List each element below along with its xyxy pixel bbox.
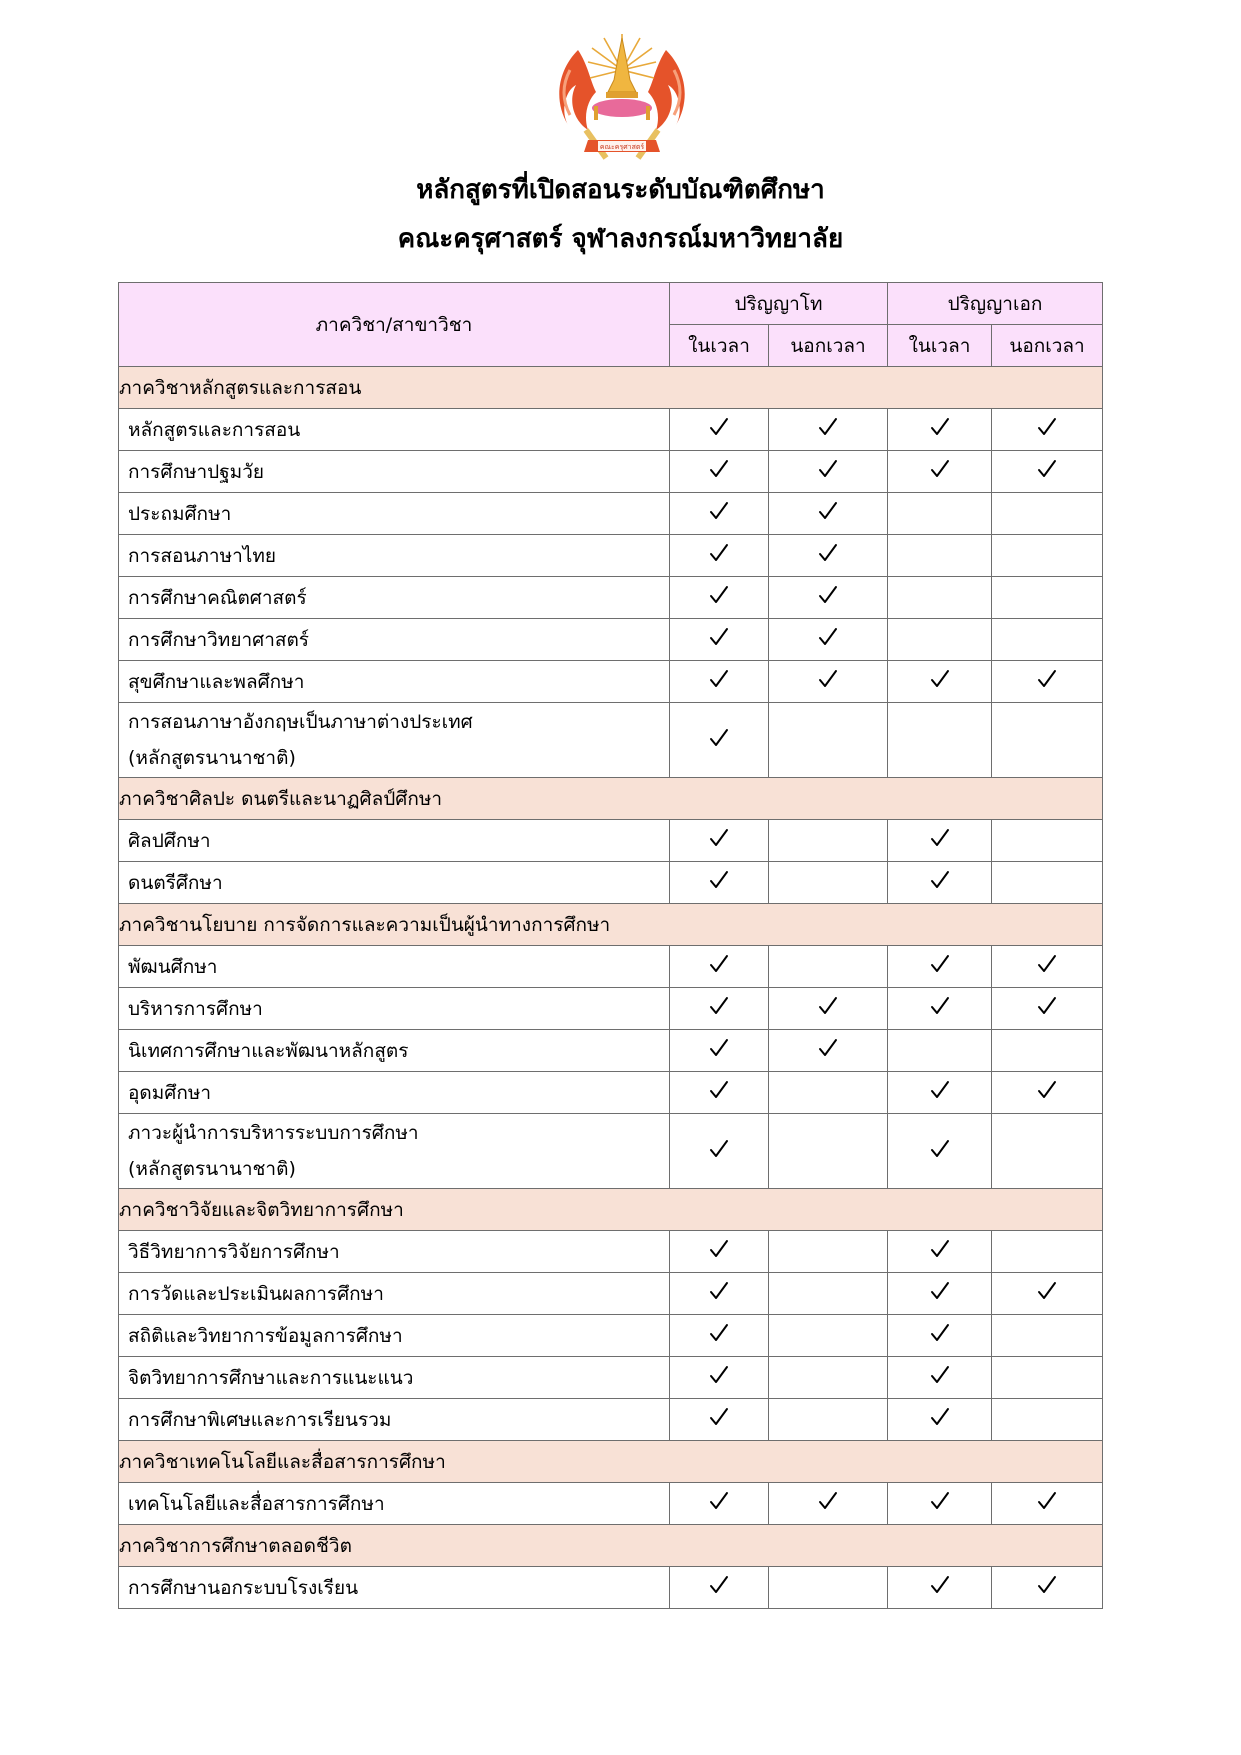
checkmark-icon [708, 500, 730, 522]
availability-cell [670, 946, 769, 988]
availability-cell [769, 1357, 888, 1399]
checkmark-icon [708, 1406, 730, 1428]
checkmark-icon [817, 500, 839, 522]
availability-cell [670, 820, 769, 862]
program-row [119, 1399, 1103, 1441]
availability-cell [670, 1399, 769, 1441]
program-name-line: การศึกษานอกระบบโรงเรียน [128, 1576, 359, 1599]
availability-cell [888, 451, 992, 493]
page-title: หลักสูตรที่เปิดสอนระดับบัณฑิตศึกษา [416, 175, 825, 205]
program-name-line: ประถมศึกษา [128, 502, 232, 525]
availability-cell [769, 1114, 888, 1189]
checkmark-icon [929, 416, 951, 438]
availability-cell [888, 1399, 992, 1441]
program-name-line: นิเทศการศึกษาและพัฒนาหลักสูตร [128, 1039, 409, 1062]
availability-cell [769, 1399, 888, 1441]
checkmark-icon [1036, 1280, 1058, 1302]
checkmark-icon [708, 1037, 730, 1059]
checkmark-icon [929, 827, 951, 849]
column-header-doctoral-special: นอกเวลา [992, 325, 1103, 367]
program-name-line: การศึกษาพิเศษและการเรียนรวม [128, 1408, 392, 1431]
program-name [119, 1357, 670, 1399]
program-name-line: การสอนภาษาไทย [128, 544, 276, 567]
program-name [119, 409, 670, 451]
availability-cell [670, 1567, 769, 1609]
availability-cell [888, 535, 992, 577]
program-name [119, 1231, 670, 1273]
checkmark-icon [1036, 953, 1058, 975]
checkmark-icon [708, 458, 730, 480]
checkmark-icon [1036, 1574, 1058, 1596]
checkmark-icon [1036, 416, 1058, 438]
availability-cell [992, 703, 1103, 778]
program-name-line: การศึกษาปฐมวัย [128, 460, 265, 483]
checkmark-icon [929, 1238, 951, 1260]
availability-cell [670, 1030, 769, 1072]
program-row [119, 493, 1103, 535]
column-header-doctoral: ปริญญาเอก [888, 283, 1103, 325]
availability-cell [670, 703, 769, 778]
department-name: ภาควิชาเทคโนโลยีและสื่อสารการศึกษา [119, 1441, 1103, 1483]
department-name: ภาควิชาวิจัยและจิตวิทยาการศึกษา [119, 1189, 1103, 1231]
availability-cell [888, 988, 992, 1030]
column-header-doctoral-regular: ในเวลา [888, 325, 992, 367]
availability-cell [888, 946, 992, 988]
program-name [119, 946, 670, 988]
checkmark-icon [929, 1406, 951, 1428]
checkmark-icon [1036, 1079, 1058, 1101]
availability-cell [670, 1483, 769, 1525]
department-name: ภาควิชาศิลปะ ดนตรีและนาฏศิลป์ศึกษา [119, 778, 1103, 820]
checkmark-icon [708, 995, 730, 1017]
availability-cell [992, 820, 1103, 862]
availability-cell [769, 661, 888, 703]
checkmark-icon [708, 869, 730, 891]
department-name: ภาควิชาหลักสูตรและการสอน [119, 367, 1103, 409]
availability-cell [670, 493, 769, 535]
availability-cell [888, 703, 992, 778]
checkmark-icon [817, 458, 839, 480]
column-header-masters: ปริญญาโท [670, 283, 888, 325]
program-name-line: (หลักสูตรนานาชาติ) [128, 1158, 296, 1180]
checkmark-icon [708, 584, 730, 606]
program-row [119, 703, 1103, 778]
program-name [119, 535, 670, 577]
availability-cell [992, 619, 1103, 661]
program-name-line: เทคโนโลยีและสื่อสารการศึกษา [128, 1492, 385, 1515]
program-row [119, 451, 1103, 493]
program-row [119, 1357, 1103, 1399]
availability-cell [888, 661, 992, 703]
checkmark-icon [929, 1322, 951, 1344]
program-name [119, 451, 670, 493]
availability-cell [992, 493, 1103, 535]
program-row [119, 1072, 1103, 1114]
availability-cell [769, 577, 888, 619]
checkmark-icon [708, 1574, 730, 1596]
department-name: ภาควิชานโยบาย การจัดการและความเป็นผู้นำทางการศึกษา [119, 904, 1103, 946]
availability-cell [992, 1030, 1103, 1072]
checkmark-icon [929, 1364, 951, 1386]
checkmark-icon [817, 584, 839, 606]
availability-cell [992, 451, 1103, 493]
availability-cell [888, 1273, 992, 1315]
program-row [119, 535, 1103, 577]
checkmark-icon [708, 416, 730, 438]
availability-cell [992, 946, 1103, 988]
availability-cell [888, 409, 992, 451]
program-row [119, 988, 1103, 1030]
checkmark-icon [708, 953, 730, 975]
program-name-line: การศึกษาวิทยาศาสตร์ [128, 628, 310, 651]
availability-cell [992, 1273, 1103, 1315]
availability-cell [769, 1567, 888, 1609]
department-row [119, 1441, 1103, 1483]
availability-cell [670, 1231, 769, 1273]
checkmark-icon [708, 1490, 730, 1512]
program-name-line: การสอนภาษาอังกฤษเป็นภาษาต่างประเทศ [128, 711, 473, 733]
availability-cell [769, 703, 888, 778]
availability-cell [769, 1231, 888, 1273]
page-subtitle: คณะครุศาสตร์ จุฬาลงกรณ์มหาวิทยาลัย [397, 224, 844, 254]
checkmark-icon [929, 668, 951, 690]
availability-cell [992, 1114, 1103, 1189]
availability-cell [992, 1567, 1103, 1609]
program-name-line: การศึกษาคณิตศาสตร์ [128, 586, 307, 609]
checkmark-icon [817, 995, 839, 1017]
checkmark-icon [929, 1138, 951, 1160]
availability-cell [769, 493, 888, 535]
program-name [119, 619, 670, 661]
program-row [119, 1567, 1103, 1609]
availability-cell [992, 577, 1103, 619]
program-name [119, 1030, 670, 1072]
program-row [119, 1030, 1103, 1072]
program-name [119, 1273, 670, 1315]
availability-cell [769, 1315, 888, 1357]
availability-cell [992, 1357, 1103, 1399]
program-name-line: (หลักสูตรนานาชาติ) [128, 747, 296, 769]
checkmark-icon [817, 542, 839, 564]
department-row [119, 1525, 1103, 1567]
availability-cell [670, 409, 769, 451]
department-row [119, 367, 1103, 409]
availability-cell [670, 451, 769, 493]
availability-cell [888, 1072, 992, 1114]
column-header-department: ภาควิชา/สาขาวิชา [119, 283, 670, 367]
checkmark-icon [708, 542, 730, 564]
availability-cell [888, 1030, 992, 1072]
checkmark-icon [708, 1138, 730, 1160]
column-header-masters-regular: ในเวลา [670, 325, 769, 367]
availability-cell [992, 535, 1103, 577]
program-row [119, 820, 1103, 862]
checkmark-icon [817, 626, 839, 648]
program-name-line: สุขศึกษาและพลศึกษา [128, 670, 305, 693]
checkmark-icon [708, 827, 730, 849]
department-row [119, 904, 1103, 946]
checkmark-icon [708, 1322, 730, 1344]
availability-cell [888, 1315, 992, 1357]
availability-cell [670, 988, 769, 1030]
checkmark-icon [1036, 1490, 1058, 1512]
availability-cell [992, 661, 1103, 703]
program-name [119, 1483, 670, 1525]
availability-cell [769, 619, 888, 661]
availability-cell [992, 1315, 1103, 1357]
department-row [119, 778, 1103, 820]
programs-table [118, 282, 1103, 1609]
checkmark-icon [929, 1280, 951, 1302]
checkmark-icon [708, 1079, 730, 1101]
availability-cell [992, 409, 1103, 451]
availability-cell [670, 1315, 769, 1357]
availability-cell [888, 1231, 992, 1273]
checkmark-icon [708, 1364, 730, 1386]
program-row [119, 577, 1103, 619]
program-name-line: การวัดและประเมินผลการศึกษา [128, 1282, 384, 1305]
program-name-line: พัฒนศึกษา [128, 955, 218, 978]
checkmark-icon [817, 416, 839, 438]
availability-cell [888, 820, 992, 862]
checkmark-icon [708, 668, 730, 690]
program-row [119, 946, 1103, 988]
availability-cell [769, 451, 888, 493]
program-row [119, 661, 1103, 703]
availability-cell [769, 862, 888, 904]
availability-cell [992, 1483, 1103, 1525]
checkmark-icon [929, 1079, 951, 1101]
availability-cell [670, 1357, 769, 1399]
program-name-line: อุดมศึกษา [128, 1081, 212, 1104]
program-name-line: สถิติและวิทยาการข้อมูลการศึกษา [128, 1324, 403, 1347]
checkmark-icon [929, 1574, 951, 1596]
column-header-masters-special: นอกเวลา [769, 325, 888, 367]
availability-cell [769, 1072, 888, 1114]
availability-cell [769, 535, 888, 577]
checkmark-icon [817, 668, 839, 690]
availability-cell [888, 862, 992, 904]
checkmark-icon [708, 727, 730, 749]
availability-cell [769, 946, 888, 988]
department-row [119, 1189, 1103, 1231]
program-name [119, 988, 670, 1030]
availability-cell [769, 409, 888, 451]
availability-cell [888, 1483, 992, 1525]
availability-cell [992, 1231, 1103, 1273]
program-row [119, 1315, 1103, 1357]
availability-cell [888, 577, 992, 619]
program-name-line: ภาวะผู้นำการบริหารระบบการศึกษา [128, 1122, 419, 1144]
faculty-emblem-logo [548, 30, 696, 168]
program-name-line: จิตวิทยาการศึกษาและการแนะแนว [128, 1366, 414, 1389]
availability-cell [769, 1273, 888, 1315]
program-row [119, 1231, 1103, 1273]
availability-cell [888, 493, 992, 535]
checkmark-icon [929, 995, 951, 1017]
availability-cell [670, 577, 769, 619]
availability-cell [670, 1114, 769, 1189]
emblem-ribbon-text: คณะครุศาสตร์ [599, 143, 645, 151]
availability-cell [992, 1072, 1103, 1114]
program-name [119, 1315, 670, 1357]
checkmark-icon [1036, 995, 1058, 1017]
availability-cell [769, 988, 888, 1030]
program-name [119, 1072, 670, 1114]
checkmark-icon [817, 1037, 839, 1059]
availability-cell [670, 535, 769, 577]
program-name [119, 703, 670, 778]
program-row [119, 619, 1103, 661]
program-name [119, 1114, 670, 1189]
program-name [119, 820, 670, 862]
availability-cell [888, 1567, 992, 1609]
checkmark-icon [708, 626, 730, 648]
program-name-line: วิธีวิทยาการวิจัยการศึกษา [128, 1240, 340, 1263]
availability-cell [888, 619, 992, 661]
program-name [119, 1567, 670, 1609]
program-name-line: บริหารการศึกษา [128, 997, 263, 1020]
availability-cell [769, 1483, 888, 1525]
program-row [119, 409, 1103, 451]
availability-cell [670, 619, 769, 661]
availability-cell [992, 988, 1103, 1030]
availability-cell [992, 1399, 1103, 1441]
availability-cell [769, 820, 888, 862]
availability-cell [670, 1273, 769, 1315]
checkmark-icon [929, 953, 951, 975]
checkmark-icon [708, 1280, 730, 1302]
availability-cell [670, 862, 769, 904]
availability-cell [670, 1072, 769, 1114]
department-name: ภาควิชาการศึกษาตลอดชีวิต [119, 1525, 1103, 1567]
program-name [119, 493, 670, 535]
availability-cell [670, 661, 769, 703]
availability-cell [888, 1114, 992, 1189]
program-name-line: ดนตรีศึกษา [128, 871, 223, 894]
checkmark-icon [929, 458, 951, 480]
program-row [119, 1273, 1103, 1315]
program-name-line: หลักสูตรและการสอน [128, 418, 301, 441]
availability-cell [888, 1357, 992, 1399]
program-row [119, 1114, 1103, 1189]
availability-cell [992, 862, 1103, 904]
program-row [119, 862, 1103, 904]
checkmark-icon [1036, 458, 1058, 480]
checkmark-icon [1036, 668, 1058, 690]
checkmark-icon [929, 1490, 951, 1512]
programs-table-body [119, 367, 1103, 1609]
availability-cell [769, 1030, 888, 1072]
checkmark-icon [929, 869, 951, 891]
program-name-line: ศิลปศึกษา [128, 829, 211, 852]
program-name [119, 577, 670, 619]
program-row [119, 1483, 1103, 1525]
checkmark-icon [817, 1490, 839, 1512]
checkmark-icon [708, 1238, 730, 1260]
program-name [119, 661, 670, 703]
program-name [119, 1399, 670, 1441]
program-name [119, 862, 670, 904]
